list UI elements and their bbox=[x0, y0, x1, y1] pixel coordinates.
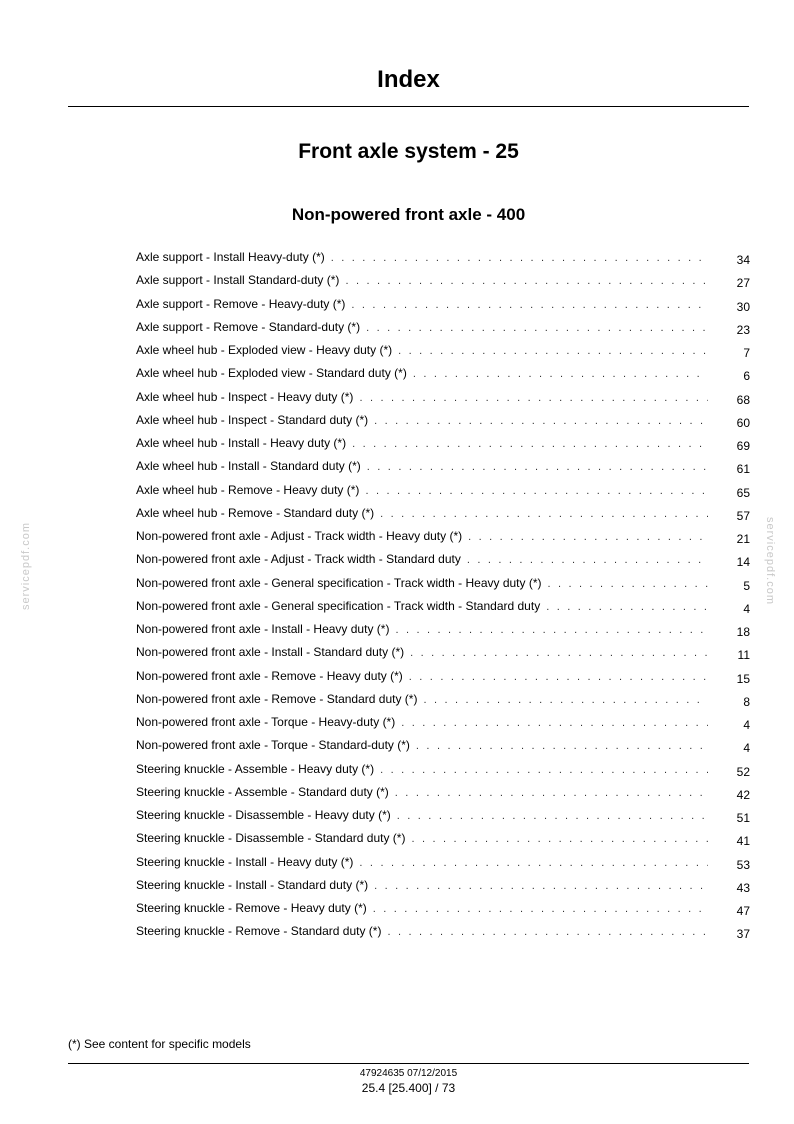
index-entry-label: Steering knuckle - Disassemble - Heavy duty (*) bbox=[136, 808, 391, 822]
dot-leader bbox=[398, 340, 708, 363]
index-entry-label: Non-powered front axle - General specification - Track width - Heavy duty (*) bbox=[136, 575, 542, 590]
page-title: Index bbox=[377, 66, 440, 93]
index-entry-page: 42 bbox=[736, 787, 750, 802]
index-entry-page: 18 bbox=[736, 625, 750, 639]
index-entry[interactable] bbox=[136, 409, 750, 432]
index-entry[interactable] bbox=[136, 572, 750, 595]
dot-leader bbox=[397, 805, 708, 828]
index-entry[interactable] bbox=[136, 548, 750, 571]
index-entry-label: Axle wheel hub - Exploded view - Standard duty (*) bbox=[136, 366, 407, 381]
index-entry-page: 47 bbox=[736, 904, 750, 918]
index-entry-page: 14 bbox=[736, 555, 750, 570]
footnote: (*) See content for specific models bbox=[68, 1037, 251, 1051]
dot-leader bbox=[359, 387, 708, 410]
index-entry[interactable] bbox=[136, 851, 750, 874]
index-entry-page: 7 bbox=[743, 346, 750, 360]
watermark-right: servicepdf.com bbox=[763, 517, 776, 605]
index-entry[interactable] bbox=[136, 618, 750, 641]
index-entry[interactable] bbox=[136, 595, 750, 618]
index-entry[interactable] bbox=[136, 734, 750, 757]
index-entry-label: Axle wheel hub - Remove - Heavy duty (*) bbox=[136, 482, 360, 497]
index-entry-label: Axle wheel hub - Install - Heavy duty (*) bbox=[136, 436, 347, 450]
dot-leader bbox=[401, 712, 708, 735]
index-entry-list bbox=[136, 246, 750, 944]
index-entry-page: 61 bbox=[736, 462, 750, 477]
index-entry-label: Non-powered front axle - Adjust - Track width - Heavy duty (*) bbox=[136, 529, 463, 543]
watermark-left: servicepdf.com bbox=[19, 522, 32, 610]
index-entry-page: 6 bbox=[743, 369, 750, 384]
index-entry[interactable] bbox=[136, 386, 750, 409]
index-entry[interactable] bbox=[136, 781, 750, 804]
index-entry-page: 27 bbox=[736, 276, 750, 291]
dot-leader bbox=[380, 503, 708, 526]
index-entry-label: Steering knuckle - Remove - Standard duty (*) bbox=[136, 924, 382, 939]
dot-leader bbox=[546, 596, 708, 619]
index-entry-label: Axle wheel hub - Inspect - Standard duty (*) bbox=[136, 412, 369, 427]
dot-leader bbox=[395, 619, 708, 642]
index-entry-page: 4 bbox=[743, 741, 750, 756]
dot-leader bbox=[373, 898, 708, 921]
dot-leader bbox=[374, 410, 708, 433]
index-entry-label: Steering knuckle - Disassemble - Standard duty (*) bbox=[136, 831, 406, 846]
dot-leader bbox=[345, 270, 708, 293]
index-entry-label: Axle support - Install Standard-duty (*) bbox=[136, 273, 340, 288]
index-entry-label: Steering knuckle - Install - Standard duty (*) bbox=[136, 877, 369, 892]
index-entry-page: 43 bbox=[736, 880, 750, 895]
index-entry-page: 23 bbox=[736, 322, 750, 337]
index-entry-label: Axle wheel hub - Remove - Standard duty (*) bbox=[136, 505, 375, 520]
index-entry-page: 52 bbox=[736, 764, 750, 779]
index-entry-label: Non-powered front axle - General specification - Track width - Standard duty bbox=[136, 598, 541, 613]
document-number: 47924635 07/12/2015 bbox=[359, 1068, 458, 1079]
index-entry-label: Axle wheel hub - Inspect - Heavy duty (*) bbox=[136, 389, 354, 404]
index-entry[interactable] bbox=[136, 711, 750, 734]
index-entry[interactable] bbox=[136, 316, 750, 339]
index-entry-page: 69 bbox=[736, 439, 750, 453]
index-entry[interactable] bbox=[136, 920, 750, 943]
index-entry-page: 30 bbox=[736, 299, 750, 314]
dot-leader bbox=[352, 433, 708, 456]
index-entry-label: Axle support - Remove - Heavy-duty (*) bbox=[136, 296, 346, 311]
dot-leader bbox=[380, 759, 708, 782]
index-entry[interactable] bbox=[136, 502, 750, 525]
dot-leader bbox=[410, 642, 708, 665]
index-entry[interactable] bbox=[136, 641, 750, 664]
index-entry-page: 8 bbox=[743, 694, 750, 709]
index-entry-label: Steering knuckle - Install - Heavy duty (*) bbox=[136, 854, 354, 869]
index-entry-page: 34 bbox=[736, 253, 750, 267]
dot-leader bbox=[409, 666, 708, 689]
index-entry-label: Steering knuckle - Remove - Heavy duty (*) bbox=[136, 901, 367, 915]
index-entry[interactable] bbox=[136, 688, 750, 711]
index-entry-label: Non-powered front axle - Install - Heavy duty (*) bbox=[136, 622, 390, 636]
dot-leader bbox=[359, 852, 708, 875]
dot-leader bbox=[395, 782, 708, 805]
page-number: 25.4 [25.400] / 73 bbox=[361, 1081, 456, 1095]
dot-leader bbox=[366, 317, 708, 340]
index-entry[interactable] bbox=[136, 758, 750, 781]
index-entry[interactable] bbox=[136, 525, 750, 548]
index-entry-label: Non-powered front axle - Remove - Heavy duty (*) bbox=[136, 668, 403, 683]
index-entry[interactable] bbox=[136, 479, 750, 502]
index-entry-label: Non-powered front axle - Adjust - Track width - Standard duty bbox=[136, 552, 461, 567]
index-entry-page: 60 bbox=[736, 415, 750, 430]
index-entry[interactable] bbox=[136, 665, 750, 688]
index-entry[interactable] bbox=[136, 827, 750, 850]
index-entry-label: Axle support - Install Heavy-duty (*) bbox=[136, 250, 325, 264]
index-entry-page: 15 bbox=[736, 671, 750, 686]
index-entry-page: 21 bbox=[736, 532, 750, 546]
index-entry-page: 65 bbox=[736, 485, 750, 500]
index-entry[interactable] bbox=[136, 874, 750, 897]
index-entry-label: Axle support - Remove - Standard-duty (*) bbox=[136, 319, 361, 334]
index-entry-label: Non-powered front axle - Torque - Standard-duty (*) bbox=[136, 738, 410, 753]
index-entry-page: 11 bbox=[737, 648, 750, 663]
dot-leader bbox=[331, 247, 708, 270]
index-entry-page: 4 bbox=[743, 718, 750, 732]
header-rule bbox=[68, 106, 749, 107]
index-entry-label: Steering knuckle - Assemble - Standard duty (*) bbox=[136, 784, 389, 799]
dot-leader bbox=[367, 456, 708, 479]
index-entry-page: 68 bbox=[736, 392, 750, 407]
dot-leader bbox=[468, 526, 708, 549]
index-entry-label: Axle wheel hub - Install - Standard duty (*) bbox=[136, 459, 361, 474]
footer-rule bbox=[68, 1063, 749, 1064]
index-entry[interactable] bbox=[136, 246, 750, 269]
dot-leader bbox=[387, 921, 708, 944]
index-entry-page: 53 bbox=[736, 857, 750, 872]
index-entry[interactable] bbox=[136, 362, 750, 385]
section-title: Front axle system - 25 bbox=[298, 140, 519, 163]
index-entry-label: Non-powered front axle - Remove - Standard duty (*) bbox=[136, 691, 418, 706]
index-entry-label: Axle wheel hub - Exploded view - Heavy duty (*) bbox=[136, 343, 393, 357]
dot-leader bbox=[365, 480, 708, 503]
index-entry-label: Non-powered front axle - Torque - Heavy-duty (*) bbox=[136, 715, 396, 729]
index-entry-page: 57 bbox=[736, 508, 750, 523]
index-entry-label: Steering knuckle - Assemble - Heavy duty (*) bbox=[136, 761, 375, 776]
dot-leader bbox=[374, 875, 708, 898]
index-entry-page: 5 bbox=[743, 578, 750, 593]
dot-leader bbox=[423, 689, 708, 712]
index-entry-page: 41 bbox=[736, 834, 750, 849]
index-entry[interactable] bbox=[136, 455, 750, 478]
dot-leader bbox=[351, 294, 708, 317]
index-entry[interactable] bbox=[136, 432, 750, 455]
index-entry[interactable] bbox=[136, 293, 750, 316]
dot-leader bbox=[548, 573, 709, 596]
index-entry-page: 4 bbox=[743, 601, 750, 616]
dot-leader bbox=[413, 363, 708, 386]
index-entry-page: 51 bbox=[736, 811, 750, 825]
index-entry[interactable] bbox=[136, 804, 750, 827]
dot-leader bbox=[416, 735, 708, 758]
index-entry[interactable] bbox=[136, 897, 750, 920]
index-entry-label: Non-powered front axle - Install - Standard duty (*) bbox=[136, 645, 405, 660]
index-entry[interactable] bbox=[136, 269, 750, 292]
dot-leader bbox=[411, 828, 708, 851]
index-entry[interactable] bbox=[136, 339, 750, 362]
index-entry-page: 37 bbox=[736, 927, 750, 942]
subsection-title: Non-powered front axle - 400 bbox=[291, 205, 526, 224]
dot-leader bbox=[467, 549, 708, 572]
